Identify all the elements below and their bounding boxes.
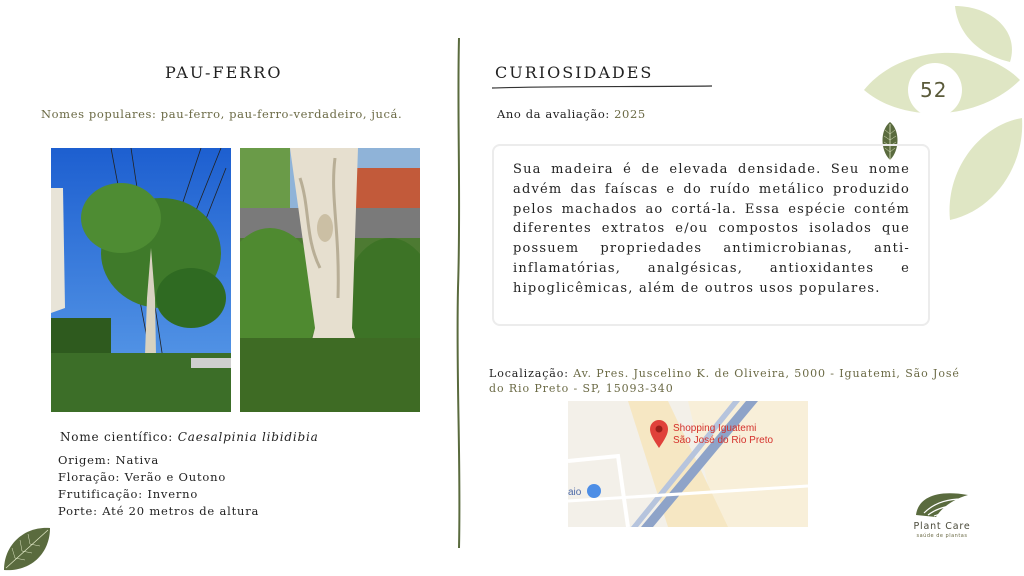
scientific-name [60, 430, 319, 444]
section-title: CURIOSIDADES [495, 63, 654, 82]
logo-subtitle: saúde de plantas [916, 533, 968, 539]
leaf-icon-bottom-left [0, 524, 52, 576]
location-value: Av. Pres. Juscelino K. de Oliveira, 5000 - Iguatemi, São José do Rio Preto - SP, 15093-340 [489, 367, 960, 395]
species-facts [58, 452, 259, 520]
plant-care-logo-icon [914, 487, 970, 519]
tree-photo-canopy [51, 148, 231, 412]
curiosity-text: Sua madeira é de elevada densidade. Seu nome advém das faíscas e do ruído metálico produzido pelos machados ao cortá-la. Essa espécie contém diferentes extratos e/ou compostos isolados que possuem propriedades antimicrobianas, anti-inflamatórias, analgésicas, antioxidantes e hipoglicêmicas, além de outros usos populares. [513, 162, 910, 296]
map-pin-icon [649, 419, 669, 449]
map-place-label [673, 423, 773, 447]
map-side-label: aio [568, 487, 582, 498]
location-map[interactable] [568, 401, 808, 527]
curiosity-card [492, 144, 930, 326]
map-place-line2: São José do Rio Preto [673, 435, 774, 446]
location [489, 366, 979, 396]
species-title: PAU-FERRO [165, 63, 283, 82]
fact-size: Porte: Até 20 metros de altura [58, 504, 260, 518]
evaluation-year [497, 107, 646, 121]
column-divider [455, 38, 463, 548]
location-label: Localização: [489, 367, 574, 380]
year-value: 2025 [614, 107, 646, 121]
fact-fruiting: Frutificação: Inverno [58, 487, 199, 501]
scientific-label: Nome científico: [60, 430, 178, 444]
popular-names: Nomes populares: pau-ferro, pau-ferro-verdadeiro, jucá. [41, 107, 403, 121]
fact-origin: Origem: Nativa [58, 453, 159, 467]
logo-name: Plant Care [913, 521, 971, 532]
map-place-line1: Shopping Iguatemi [673, 423, 757, 434]
fact-flowering: Floração: Verão e Outono [58, 470, 227, 484]
year-label: Ano da avaliação: [497, 107, 615, 121]
scientific-value: Caesalpinia libidibia [177, 430, 319, 444]
tree-photo-trunk [240, 148, 420, 412]
title-underline [492, 84, 712, 90]
page-number: 52 [920, 78, 948, 102]
